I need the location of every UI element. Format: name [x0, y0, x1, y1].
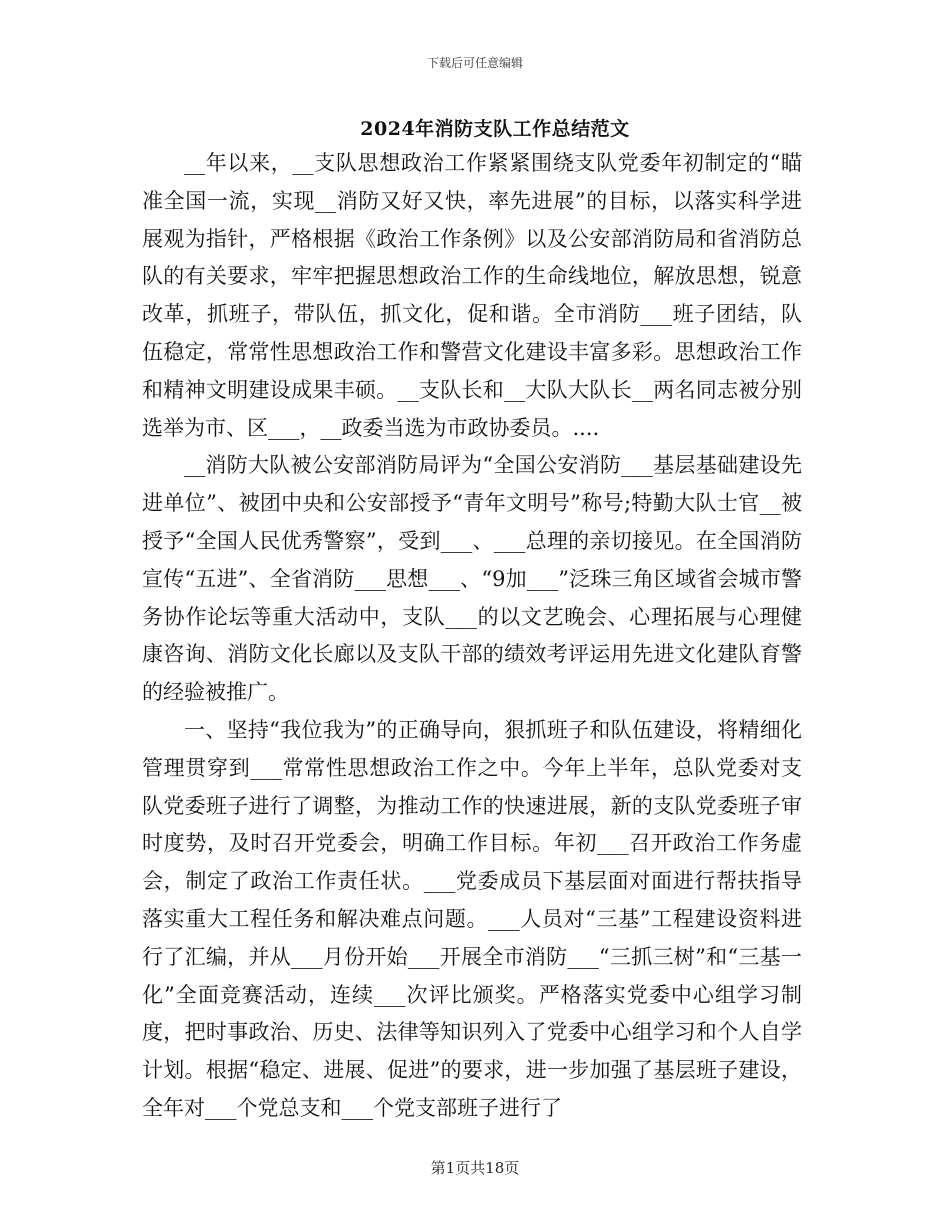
paragraph-1: __年以来，__支队思想政治工作紧紧围绕支队党委年初制定的“瞄准全国一流，实现__消防又好又快，率先进展”的目标，以落实科学进展观为指针，严格根据《政治工作条例》以及公安部消防局和省消防总队的有关要求，牢牢把握思想政治工作的生命线地位，解放思想，锐意改革，抓班子，带队伍，抓文化，促和谐。全市消防___班子团结，队伍稳定，常常性思想政治工作和警营文化建设丰富多彩。思想政治工作和精神文明建设成果丰硕。__支队长和__大队大队长__两名同志被分别选举为市、区___，__政委当选为市政协委员。.... — [142, 151, 802, 440]
document-body — [142, 145, 802, 1128]
paragraph-3: 一、坚持“我位我为”的正确导向，狠抓班子和队伍建设，将精细化管理贯穿到___常常性思想政治工作之中。今年上半年，总队党委对支队党委班子进行了调整，为推动工作的快速进展，新的支队党委班子审时度势，及时召开党委会，明确工作目标。年初___召开政治工作务虚会，制定了政治工作责任状。___党委成员下基层面对面进行帮扶指导落实重大工程任务和解决难点问题。___人员对“三基”工程建设资料进行了汇编，并从___月份开始___开展全市消防___“三抓三树”和“三基一化”全面竞赛活动，连续___次评比颁奖。严格落实党委中心组学习制度，把时事政治、历史、法律等知识列入了党委中心组学习和个人自学计划。根据“稳定、进展、促进”的要求，进一步加强了基层班子建设，全年对___个党总支和___个党支部班子进行了 — [142, 717, 802, 1120]
document-title: 2024年消防支队工作总结范文 — [360, 118, 630, 140]
header-note: 下载后可任意编辑 — [426, 56, 523, 70]
paragraph-2: __消防大队被公安部消防局评为“全国公安消防___基层基础建设先进单位”、被团中央和公安部授予“青年文明号”称号;特勤大队士官__被授予“全国人民优秀警察”，受到___、___总理的亲切接见。在全国消防宣传“五进”、全省消防___思想___、“9加___”泛珠三角区域省会城市警务协作论坛等重大活动中，支队___的以文艺晚会、心理拓展与心理健康咨询、消防文化长廊以及支队干部的绩效考评运用先进文化建队育警的经验被推广。 — [142, 453, 802, 705]
page-number: 第1页共18页 — [430, 1159, 520, 1177]
